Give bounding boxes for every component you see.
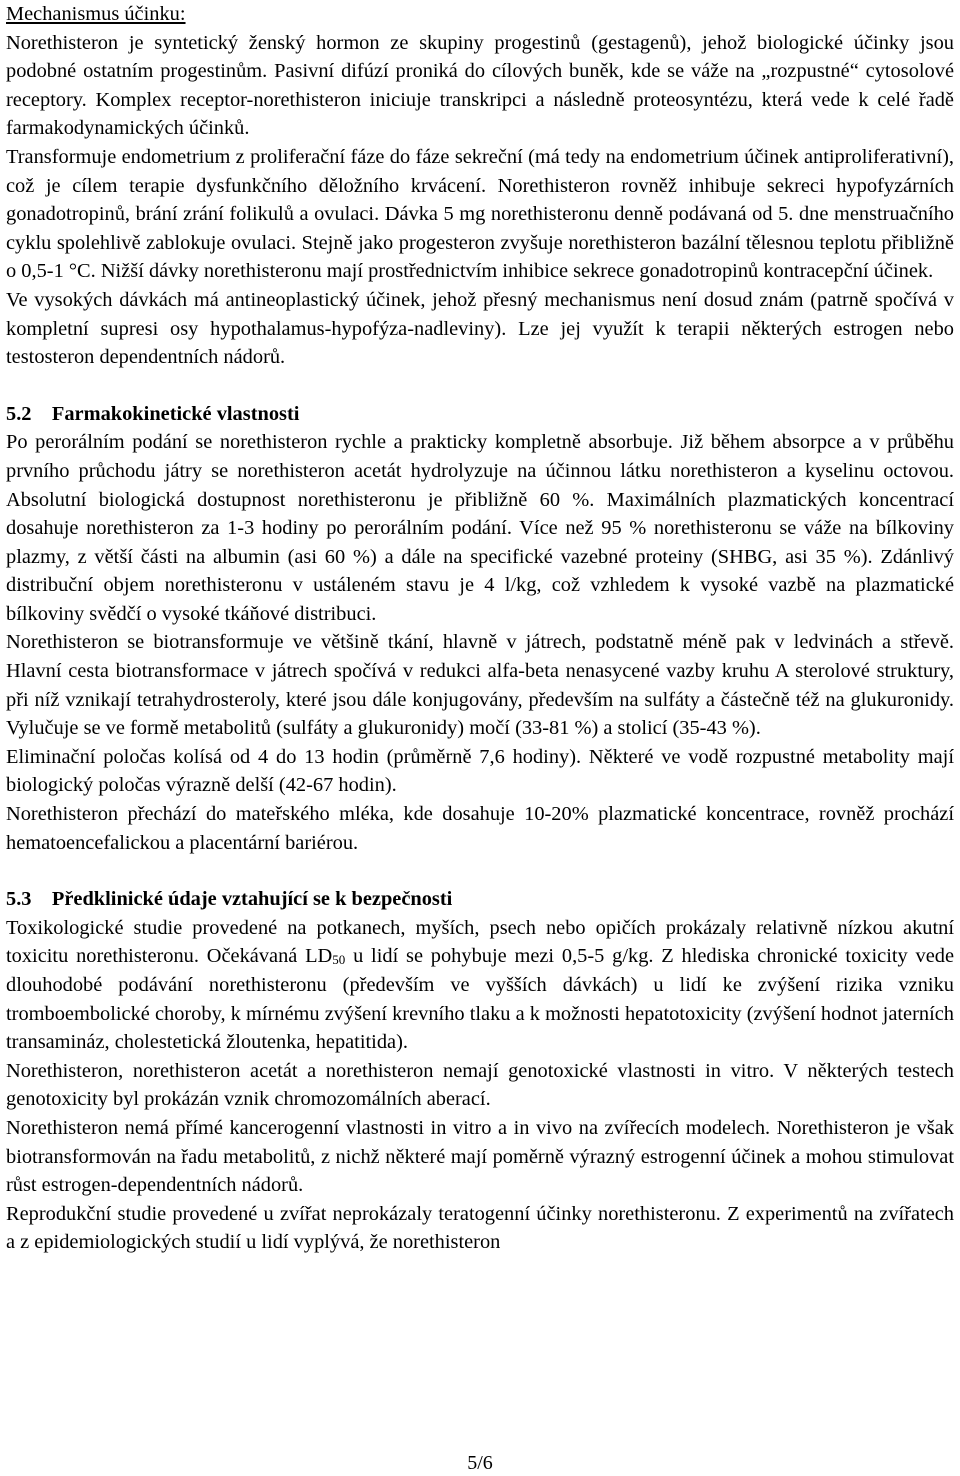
pharmacokinetics-paragraph-1: Po perorálním podání se norethisteron rychle a prakticky kompletně absorbuje. Již během absorpce a v průběhu prvního průchodu játry se norethisteron acetát hydrolyzuje na účinnou látku norethisteron a kyselinu octovou. Absolutní biologická dostupnost norethisteronu je přibližně 60 %. Maximálních plazmatických koncentrací dosahuje norethisteron za 1-3 hodiny po perorálním podání. Více než 95 % norethisteronu se váže na bílkoviny plazmy, z větší části na albumin (asi 60 %) a dále na specifické vazebné proteiny (SHBG, asi 35 %). Zdánlivý distribuční objem norethisteronu v ustáleném stavu je 4 l/kg, což vzhledem k vysoké vazbě na plazmatické bílkoviny svědčí o vysoké tkáňové distribuci. [6, 431, 954, 625]
mechanism-paragraph-1: Norethisteron je syntetický ženský hormon ze skupiny progestinů (gestagenů), jehož biologické účinky jsou podobné ostatním progestinům. Pasivní difúzí proniká do cílových buněk, kde se váže na „rozpustné“ cytosolové receptory. Komplex receptor-norethisteron iniciuje transkripci a následně proteosyntézu, která vede k celé řadě farmakodynamických účinků. [6, 31, 954, 140]
preclinical-text-a: Toxikologické studie provedené na potkanech, myších, psech nebo opičích prokázaly relativně nízkou akutní toxicitu norethisteronu. Očekávaná LD [6, 916, 954, 968]
section-number: 5.3 [6, 888, 32, 911]
section-5-2-heading [6, 400, 954, 429]
section-title: Předklinické údaje vztahující se k bezpečnosti [51, 888, 453, 911]
pharmacokinetics-paragraph-2: Norethisteron se biotransformuje ve většině tkání, hlavně v játrech, podstatně méně pak v ledvinách a střevě. Hlavní cesta biotransformace v játrech spočívá v redukci alfa-beta nenasycené vazby kruhu A sterolové struktury, při níž vznikají tetrahydrosteroly, které jsou dále konjugovány, především na sulfáty a částečně též na glukuronidy. Vylučuje se ve formě metabolitů (sulfáty a glukuronidy) močí (33-81 %) a stolicí (35-43 %). [6, 631, 954, 740]
pharmacokinetics-paragraph-3: Eliminační poločas kolísá od 4 do 13 hodin (průměrně 7,6 hodiny). Některé ve vodě rozpustné metabolity mají biologický poločas výrazně delší (42-67 hodin). [6, 745, 954, 797]
pharmacokinetics-paragraph-4: Norethisteron přechází do mateřského mléka, kde dosahuje 10-20% plazmatické koncentrace, rovněž prochází hematoencefalickou a placentární bariérou. [6, 803, 954, 854]
preclinical-paragraph-2: Norethisteron, norethisteron acetát a norethisteron nemají genotoxické vlastnosti in vitro. V některých testech genotoxicity byl prokázán vznik chromozomálních aberací. [6, 1059, 954, 1111]
preclinical-paragraph-1 [6, 914, 954, 1057]
ld50-subscript: 50 [332, 952, 346, 968]
preclinical-paragraph-4: Reprodukční studie provedené u zvířat neprokázaly teratogenní účinky norethisteronu. Z experimentů na zvířatech a z epidemiologických studií u lidí vyplývá, že norethisteron [6, 1202, 954, 1254]
preclinical-text-b: u lidí se pohybuje mezi 0,5-5 g/kg. Z hlediska chronické toxicity vede dlouhodobé podávání norethisteronu (především ve vyšších dávkách) u lidí ke zvýšení rizika vzniku tromboembolické choroby, k mírnému zvýšení krevního tlaku a k možnosti hepatotoxicity (zvýšení hodnot jaterních transamináz, cholestetická žloutenka, hepatitida). [6, 945, 954, 1054]
mechanism-paragraph-3: Ve vysokých dávkách má antineoplastický účinek, jehož přesný mechanismus není dosud znám (patrně spočívá v kompletní supresi osy hypothalamus-hypofýza-nadleviny). Lze jej využít k terapii některých estrogen nebo testosteron dependentních nádorů. [6, 288, 954, 369]
page-number: 5/6 [467, 1452, 493, 1474]
section-number: 5.2 [6, 402, 32, 425]
mechanism-paragraph-2: Transformuje endometrium z proliferační fáze do fáze sekreční (má tedy na endometrium účinek antiproliferativní), což je cílem terapie dysfunkčního děložního krvácení. Norethisteron rovněž inhibuje sekreci hypofyzárních gonadotropinů, brání zrání folikulů a ovulaci. Dávka 5 mg norethisteronu denně podávaná od 5. dne menstruačního cyklu spolehlivě zablokuje ovulaci. Stejně jako progesteron zvyšuje norethisteron bazální tělesnou teplotu přibližně o 0,5-1 °C. Nižší dávky norethisteronu mají prostřednictvím inhibice sekrece gonadotropinů kontracepční účinek. [6, 145, 954, 283]
document-page [6, 0, 954, 1257]
section-5-3-heading [6, 885, 954, 914]
preclinical-paragraph-3: Norethisteron nemá přímé kancerogenní vlastnosti in vitro a in vivo na zvířecích modelech. Norethisteron je však biotransformován na řadu metabolitů, z nichž některé mají poměrně výrazný estrogenní účinek a mohou stimulovat růst estrogen-dependentních nádorů. [6, 1116, 954, 1197]
section-title: Farmakokinetické vlastnosti [51, 402, 300, 425]
mechanism-heading: Mechanismus účinku: [6, 3, 186, 25]
